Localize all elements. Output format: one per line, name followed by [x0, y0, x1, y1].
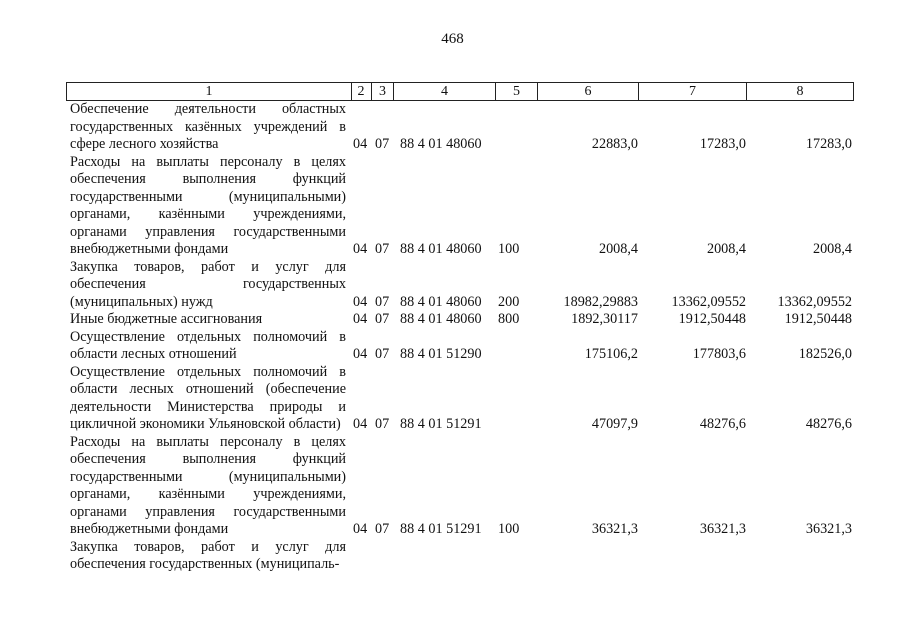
- row-target-article: 88 4 01 48060: [400, 311, 482, 327]
- row-section: 04: [353, 293, 368, 310]
- table-row: [66, 259, 854, 312]
- row-expense-type: 100: [498, 241, 520, 257]
- row-amount-col7: 1912,50448: [678, 311, 746, 327]
- row-description: Обеспечение деятельности областных государственных казённых учреждений в сфере лесного хозяйства: [70, 101, 346, 152]
- row-amount-col6: 22883,0: [591, 136, 638, 152]
- row-subsection: 07: [375, 241, 390, 257]
- header-col-8: 8: [747, 82, 854, 101]
- table-row: [66, 434, 854, 539]
- row-amount-col7: 177803,6: [692, 346, 746, 362]
- row-subsection: 07: [375, 416, 390, 432]
- row-target-article: 88 4 01 48060: [400, 241, 482, 257]
- row-subsection: 07: [375, 311, 390, 327]
- row-description: Осуществление отдельных полномочий в области лесных отношений: [70, 328, 346, 362]
- row-description: Расходы на выплаты персоналу в целях обеспечения выполнения функций государственными (муниципальными) органами, казёнными учреждениями, органами управления государственными внебюджетными фондами: [70, 433, 346, 537]
- row-subsection: 07: [375, 346, 390, 362]
- row-amount-col7: 36321,3: [699, 521, 746, 537]
- header-col-2: 2: [351, 82, 372, 101]
- header-col-6: 6: [538, 82, 639, 101]
- row-expense-type: 800: [498, 311, 520, 327]
- page-number: 468: [441, 31, 464, 47]
- row-target-article: 88 4 01 48060: [400, 293, 482, 310]
- row-target-article: 88 4 01 51290: [400, 346, 482, 362]
- header-col-1: 1: [66, 82, 352, 101]
- row-amount-col8: 1912,50448: [784, 311, 852, 327]
- row-section: 04: [353, 416, 368, 432]
- header-col-3: 3: [372, 82, 394, 101]
- table-header: [66, 82, 854, 101]
- table-row: [66, 154, 854, 259]
- row-subsection: 07: [375, 293, 390, 310]
- row-amount-col8: 182526,0: [798, 346, 852, 362]
- header-col-4: 4: [394, 82, 496, 101]
- row-amount-col7: 48276,6: [699, 416, 746, 432]
- row-amount-col6: 1892,30117: [571, 311, 638, 327]
- table-row: [66, 364, 854, 434]
- row-description: Закупка товаров, работ и услуг для обеспечения государственных (муниципаль-: [70, 538, 346, 572]
- row-target-article: 88 4 01 51291: [400, 521, 482, 537]
- row-subsection: 07: [375, 521, 390, 537]
- row-section: 04: [353, 311, 368, 327]
- row-amount-col6: 18982,29883: [563, 293, 638, 310]
- row-target-article: 88 4 01 48060: [400, 136, 482, 152]
- row-amount-col8: 17283,0: [805, 136, 852, 152]
- row-subsection: 07: [375, 136, 390, 152]
- row-description: Закупка товаров, работ и услуг для обеспечения государственных (муниципальных) нужд: [70, 258, 346, 310]
- header-col-7: 7: [639, 82, 747, 101]
- row-amount-col8: 36321,3: [805, 521, 852, 537]
- row-amount-col6: 36321,3: [591, 521, 638, 537]
- row-amount-col6: 47097,9: [591, 416, 638, 432]
- table-row: [66, 539, 854, 574]
- row-section: 04: [353, 241, 368, 257]
- row-section: 04: [353, 521, 368, 537]
- row-section: 04: [353, 136, 368, 152]
- row-amount-col7: 17283,0: [699, 136, 746, 152]
- row-amount-col7: 2008,4: [706, 241, 746, 257]
- row-description: Осуществление отдельных полномочий в области лесных отношений (обеспечение деятельности Министерства природы и цикличной экономики Ульяновской области): [70, 363, 346, 432]
- row-description: Иные бюджетные ассигнования: [70, 311, 263, 327]
- row-expense-type: 100: [498, 521, 520, 537]
- row-target-article: 88 4 01 51291: [400, 416, 482, 432]
- row-amount-col8: 2008,4: [812, 241, 852, 257]
- table-row: [66, 329, 854, 364]
- row-amount-col8: 48276,6: [805, 416, 852, 432]
- row-amount-col6: 175106,2: [584, 346, 638, 362]
- row-description: Расходы на выплаты персоналу в целях обеспечения выполнения функций государственными (муниципальными) органами, казёнными учреждениями, органами управления государственными внебюджетными фондами: [70, 153, 346, 257]
- row-amount-col8: 13362,09552: [777, 293, 852, 310]
- table-row: [66, 101, 854, 154]
- row-amount-col7: 13362,09552: [671, 293, 746, 310]
- table-body: [66, 101, 854, 574]
- header-col-5: 5: [496, 82, 538, 101]
- row-section: 04: [353, 346, 368, 362]
- row-expense-type: 200: [498, 293, 520, 310]
- table-row: [66, 311, 854, 329]
- row-amount-col6: 2008,4: [598, 241, 638, 257]
